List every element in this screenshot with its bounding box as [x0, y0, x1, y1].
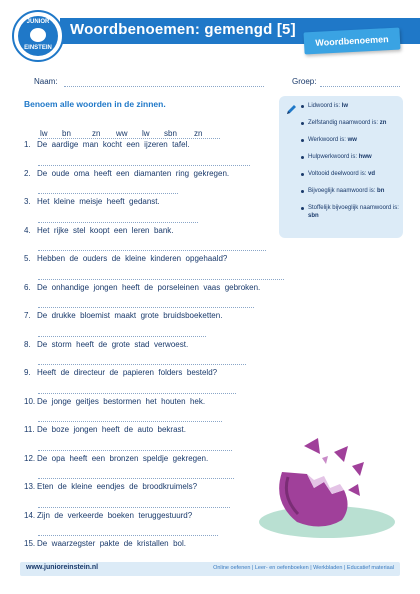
legend-item [301, 102, 401, 110]
legend-item-label: Voltooid deelwoord is: [308, 171, 369, 177]
legend-item-label: Zelfstandig naamwoord is: [308, 120, 380, 126]
group-field[interactable] [320, 86, 400, 87]
sentence-text: Eten de kleine eendjes de broodkruimels? [37, 482, 198, 491]
logo-text-bottom: EINSTEIN [24, 45, 52, 51]
instruction: Benoem alle woorden in de zinnen. [24, 99, 166, 109]
sentence-text: Zijn de verkeerde boeken teruggestuurd? [37, 510, 193, 520]
answer-line[interactable] [38, 421, 222, 422]
answer-line[interactable] [38, 393, 236, 394]
sentence-number: 10. [24, 396, 36, 406]
sentence-row [24, 283, 260, 295]
sentence-row [24, 340, 188, 352]
answer-line[interactable] [38, 450, 232, 451]
answer-line[interactable] [38, 193, 178, 194]
example-abbreviation: zn [194, 129, 203, 138]
sentence-text: De opa heeft een bronzen speldje gekregen. [37, 453, 209, 463]
answer-line[interactable] [38, 222, 198, 223]
group-label: Groep: [292, 77, 317, 86]
example-abbreviation: zn [92, 129, 101, 138]
sentence-text: De waarzegster pakte de kristallen bol. [37, 539, 186, 548]
broken-vase-illustration [252, 432, 402, 542]
legend-item-label: Bijvoeglijk naamwoord is: [308, 188, 378, 194]
sentence-row [24, 482, 197, 494]
sentence-row [24, 311, 222, 323]
answer-line[interactable] [38, 478, 234, 479]
answer-line[interactable] [38, 279, 284, 280]
sentence-number: 7. [24, 311, 31, 320]
legend-item [301, 136, 401, 144]
sentence-row [24, 397, 205, 409]
legend-item [301, 153, 401, 161]
answer-line[interactable] [38, 250, 266, 251]
sentence-number: 2. [24, 168, 31, 178]
footer-links[interactable]: Online oefenen | Leer- en oefenboeken | Werkbladen | Educatief materiaal [213, 565, 394, 571]
legend-item-label: Lidwoord is: [308, 103, 342, 109]
answer-line[interactable] [38, 507, 230, 508]
sentence-number: 13. [24, 482, 36, 491]
sentence-row [24, 226, 174, 238]
logo-badge [18, 16, 58, 56]
topic-tag [303, 28, 400, 55]
logo-text-top: JUNIOR [26, 19, 50, 25]
sentence-text: Hebben de ouders de kleine kinderen opgehaald? [37, 254, 228, 263]
sentence-number: 3. [24, 197, 31, 206]
sentence-row [24, 539, 186, 551]
example-abbreviation: ww [116, 129, 128, 138]
sentence-text: De drukke bloemist maakt grote bruidsboeketten. [37, 311, 223, 320]
answer-line[interactable] [38, 364, 246, 365]
einstein-face-icon [30, 28, 46, 42]
legend-item-code: sbn [308, 213, 319, 219]
legend-item [301, 119, 401, 127]
sentence-text: De onhandige jongen heeft de porseleinen vaas gebroken. [37, 282, 261, 292]
sentence-row [24, 454, 208, 466]
sentence-number: 11. [24, 425, 35, 434]
sentence-text: Het kleine meisje heeft gedanst. [37, 197, 160, 206]
legend-item-label: Stoffelijk bijvoeglijk naamwoord is: [308, 205, 399, 211]
legend-item-label: Hulpwerkwoord is: [308, 154, 359, 160]
legend-item [301, 204, 401, 220]
legend-item-code: ww [347, 137, 357, 143]
pencil-icon [285, 104, 297, 116]
sentence-row [24, 197, 160, 209]
legend-item-code: bn [377, 188, 385, 194]
example-abbreviation: bn [62, 129, 71, 138]
sentence-text: De jonge geitjes bestormen het houten hek. [37, 396, 206, 406]
sentence-row [24, 425, 186, 437]
answer-line[interactable] [38, 165, 250, 166]
example-abbreviation: lw [40, 129, 48, 138]
sentence-text: De storm heeft de grote stad verwoest. [37, 339, 189, 349]
sentence-number: 6. [24, 282, 31, 292]
junior-einstein-logo[interactable] [12, 10, 64, 62]
topic-tag-label: Woordbenoemen [315, 34, 389, 48]
answer-line[interactable] [38, 535, 218, 536]
sentence-number: 9. [24, 368, 31, 377]
name-label: Naam: [34, 77, 58, 86]
sentence-text: Het rijke stel koopt een leren bank. [37, 225, 174, 235]
legend-list [301, 102, 401, 229]
legend-item [301, 170, 401, 178]
footer [20, 562, 400, 576]
sentence-number: 15. [24, 539, 36, 548]
header [0, 0, 420, 64]
name-field[interactable] [64, 86, 264, 87]
legend-item-label: Werkwoord is: [308, 137, 348, 143]
sentence-number: 8. [24, 339, 31, 349]
sentence-text: De oude oma heeft een diamanten ring gekregen. [37, 168, 230, 178]
sentence-number: 4. [24, 225, 31, 235]
sentence-row [24, 254, 227, 266]
example-abbreviation: sbn [164, 129, 177, 138]
sentence-number: 5. [24, 254, 31, 263]
example-abbreviation: lw [142, 129, 150, 138]
answer-line[interactable] [38, 336, 206, 337]
footer-url[interactable]: www.junioreinstein.nl [26, 564, 99, 571]
legend-item-code: zn [379, 120, 387, 126]
answer-line[interactable] [38, 138, 220, 139]
sentence-number: 14. [24, 510, 36, 520]
sentence-row [24, 368, 217, 380]
sentence-text: Heeft de directeur de papieren folders besteld? [37, 368, 218, 377]
sentence-text: De boze jongen heeft de auto bekrast. [37, 425, 186, 434]
legend-item-code: vd [368, 171, 376, 177]
sentence-row [24, 169, 229, 181]
sentence-number: 1. [24, 140, 31, 149]
answer-line[interactable] [38, 307, 254, 308]
page-title: Woordbenoemen: gemengd [5] [70, 21, 296, 38]
legend-item-code: lw [341, 103, 349, 109]
sentence-text: De aardige man kocht een ijzeren tafel. [37, 140, 190, 149]
legend-item-code: hww [358, 154, 372, 160]
sentence-row [24, 511, 192, 523]
sentence-row [24, 140, 190, 152]
sentence-number: 12. [24, 453, 36, 463]
legend-item [301, 187, 401, 195]
legend-box [279, 96, 403, 238]
